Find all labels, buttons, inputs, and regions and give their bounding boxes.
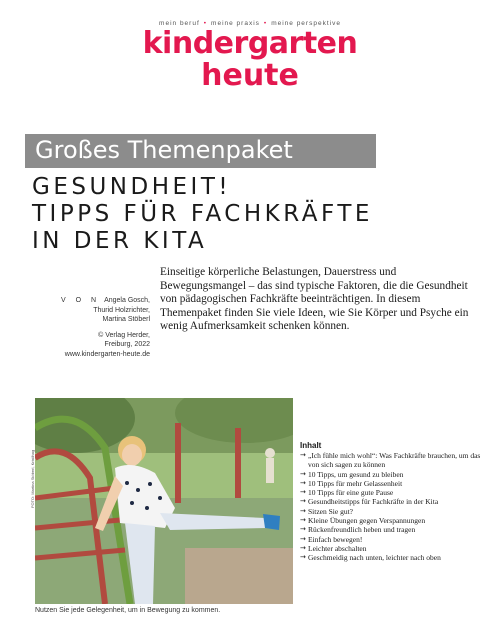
toc-item: → 10 Tipps für eine gute Pause: [300, 488, 490, 497]
intro-paragraph: Einseitige körperliche Belastungen, Dauerstress und Bewegungsmangel – das sind typische Faktoren, die die Gesundheit von pädagogischen Fachkräfte beeinträchtigen. In diesem Themenpaket finden Sie viele Ideen, wie Sie Körper und Psyche ein wenig Aufmerksamkeit schenken können.: [160, 266, 469, 333]
article-photo: [35, 398, 293, 604]
toc-item: → 10 Tipps für mehr Gelassenheit: [300, 479, 490, 488]
author-name: Thurid Holzrichter,: [93, 306, 150, 314]
photo-credit: FOTO: Martina Stöberl, Kristlhag: [30, 449, 35, 508]
author-line: [20, 296, 150, 306]
toc-item: → Sitzen Sie gut?: [300, 507, 490, 516]
author-name: Angela Gosch,: [104, 297, 150, 304]
brand-logo-line2: heute: [201, 58, 299, 93]
headline-line3: IN DER KITA: [32, 228, 208, 254]
publisher-line: © Verlag Herder,: [98, 331, 150, 339]
tagline-part: meine praxis: [211, 20, 260, 27]
article-meta: [20, 296, 150, 360]
website-link[interactable]: www.kindergarten-heute.de: [64, 350, 150, 358]
brand-logo-line1: kindergarten: [142, 26, 358, 61]
toc-item: → „Ich fühle mich wohl“: Was Fachkräfte brauchen, um das von sich sagen zu können: [300, 451, 490, 470]
toc-title: Inhalt: [300, 441, 322, 450]
toc-item: → Leichter abschalten: [300, 544, 490, 553]
headline-line2: TIPPS FÜR FACHKRÄFTE: [32, 201, 373, 227]
banner-text: Großes Themenpaket: [35, 136, 293, 164]
author-name: Martina Stöberl: [102, 316, 150, 324]
toc-item: → Einfach bewegen!: [300, 535, 490, 544]
toc-item: → Geschmeidig nach unten, leichter nach oben: [300, 553, 490, 562]
headline-line1: GESUNDHEIT!: [32, 174, 232, 200]
toc-list: [300, 451, 490, 563]
tagline-part: meine perspektive: [271, 20, 341, 27]
publisher-line: Freiburg, 2022: [104, 341, 150, 349]
section-banner: [25, 134, 376, 168]
toc-item: → Rückenfreundlich heben und tragen: [300, 525, 490, 534]
toc-item: → 10 Tipps, um gesund zu bleiben: [300, 470, 490, 479]
toc-item: → Gesundheitstipps für Fachkräfte in der Kita: [300, 497, 490, 506]
tagline-part: mein beruf: [159, 20, 200, 27]
tagline-dot: •: [203, 20, 208, 27]
tagline-dot: •: [263, 20, 268, 27]
photo-caption: Nutzen Sie jede Gelegenheit, um in Bewegung zu kommen.: [35, 607, 221, 614]
von-label: V O N: [61, 297, 101, 304]
toc-item: → Kleine Übungen gegen Verspannungen: [300, 516, 490, 525]
